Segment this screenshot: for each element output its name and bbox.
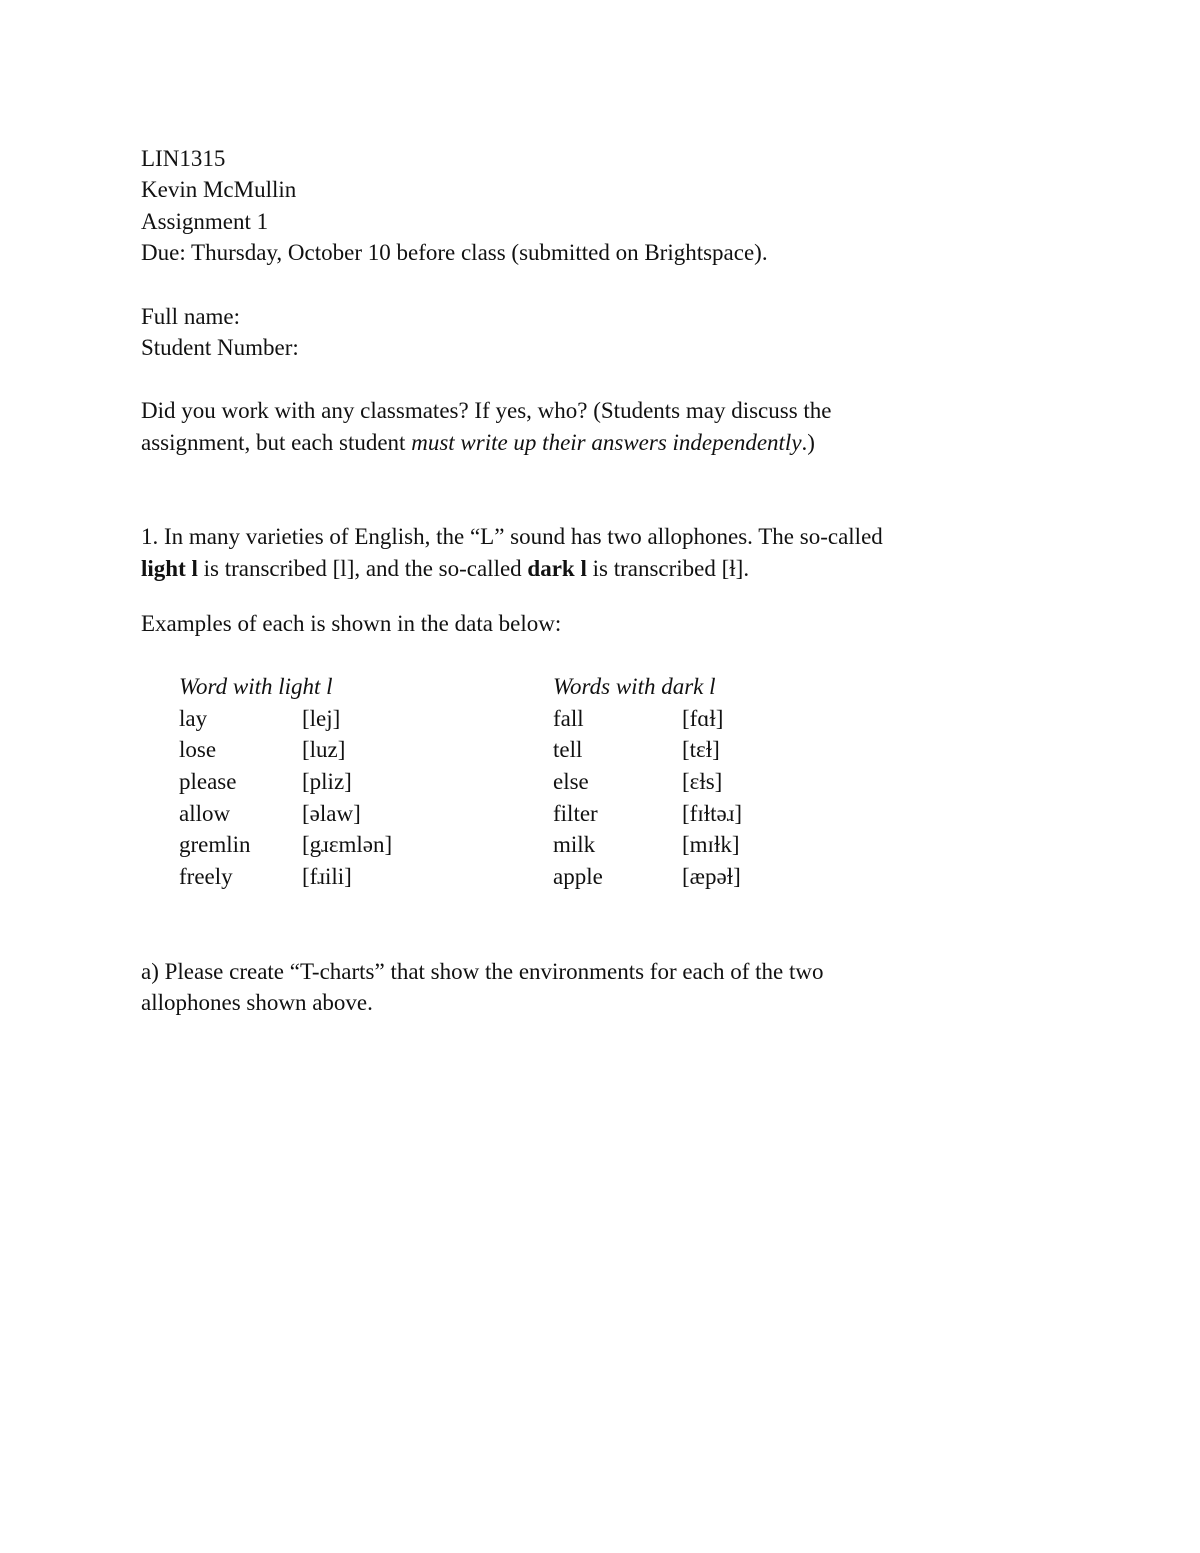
dark-ipa: [fɑɫ] [682, 706, 724, 731]
assignment-title: Assignment 1 [141, 209, 269, 234]
collab-text-post: .) [801, 430, 815, 455]
definition-mid: is transcribed [l], and the so-called [197, 556, 528, 581]
definition-end: is transcribed [ɫ]. [586, 556, 750, 581]
light-l-column-header: Word with light l [179, 674, 333, 699]
question-1-intro: 1. In many varieties of English, the “L” sound has two allophones. The so-called [141, 524, 883, 549]
due-date: Due: Thursday, October 10 before class (submitted on Brightspace). [141, 240, 768, 265]
light-ipa: [luz] [302, 737, 346, 762]
collaboration-note [141, 428, 815, 458]
dark-ipa: [mɪɫk] [682, 832, 740, 857]
dark-word: tell [553, 737, 583, 762]
light-word: please [179, 769, 237, 794]
dark-l-term: dark l [527, 556, 587, 581]
light-l-term: light l [141, 556, 198, 581]
dark-word: apple [553, 864, 603, 889]
light-word: gremlin [179, 832, 251, 857]
collab-text-italic: must write up their answers independently [411, 430, 802, 455]
dark-ipa: [fɪɫtəɹ] [682, 801, 743, 826]
dark-word: fall [553, 706, 584, 731]
full-name-label: Full name: [141, 304, 241, 329]
light-word: lay [179, 706, 208, 731]
light-ipa: [əlaw] [302, 801, 361, 826]
dark-word: filter [553, 801, 598, 826]
light-word: lose [179, 737, 217, 762]
part-a-question: a) Please create “T-charts” that show the environments for each of the two [141, 959, 824, 984]
instructor-name: Kevin McMullin [141, 177, 297, 202]
dark-l-column-header: Words with dark l [553, 674, 716, 699]
examples-intro: Examples of each is shown in the data below: [141, 611, 562, 636]
part-a-question-cont: allophones shown above. [141, 990, 373, 1015]
student-number-label: Student Number: [141, 335, 299, 360]
collaboration-question: Did you work with any classmates? If yes, who? (Students may discuss the [141, 398, 832, 423]
light-ipa: [fɹili] [302, 864, 352, 889]
dark-ipa: [æpəɫ] [682, 864, 741, 889]
dark-ipa: [tɛɫ] [682, 737, 720, 762]
light-ipa: [lej] [302, 706, 341, 731]
light-ipa: [gɹɛmlən] [302, 832, 393, 857]
course-code: LIN1315 [141, 146, 226, 171]
collab-text-pre: assignment, but each student [141, 430, 412, 455]
light-word: allow [179, 801, 231, 826]
light-word: freely [179, 864, 233, 889]
dark-ipa: [ɛɫs] [682, 769, 723, 794]
light-ipa: [pliz] [302, 769, 352, 794]
dark-word: else [553, 769, 589, 794]
question-1-definition [141, 554, 749, 584]
dark-word: milk [553, 832, 596, 857]
